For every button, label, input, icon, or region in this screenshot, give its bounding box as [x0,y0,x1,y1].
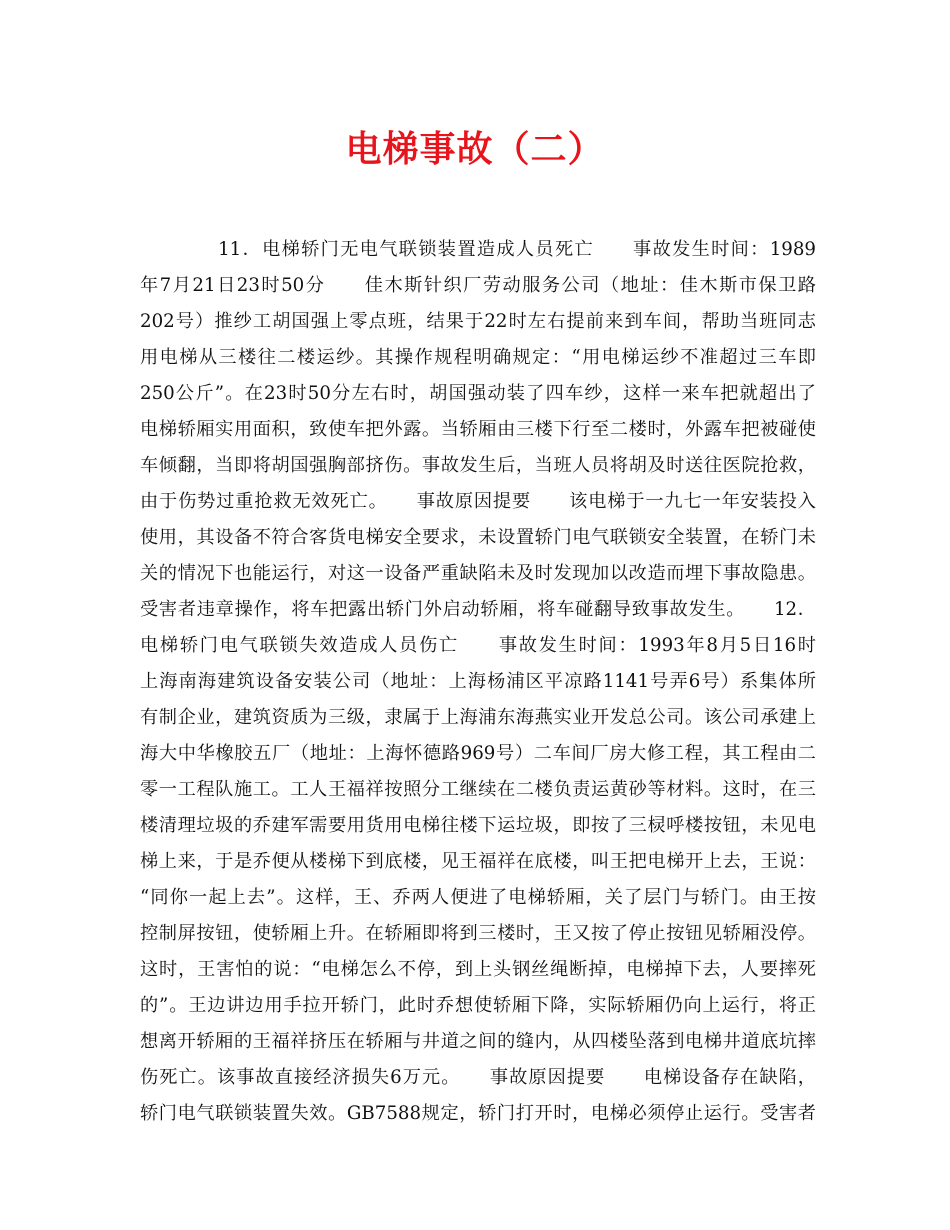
body-line: 11．电梯轿门无电气联锁装置造成人员死亡 事故发生时间：1989 [140,239,816,260]
body-line: “同你一起上去”。这样，王、乔两人便进了电梯轿厢，关了层门与轿门。由王按 [140,887,816,908]
body-line: 电梯轿门电气联锁失效造成人员伤亡 事故发生时间：1993年8月5日16时 [140,635,816,656]
body-line: 梯上来，于是乔便从楼梯下到底楼，见王福祥在底楼，叫王把电梯开上去，王说： [140,851,816,872]
body-line: 楼清理垃圾的乔建军需要用货用电梯往楼下运垃圾，即按了三棂呼楼按钮，未见电 [140,815,816,836]
body-line: 控制屏按钮，使轿厢上升。在轿厢即将到三楼时，王又按了停止按钮见轿厢没停。 [140,923,816,944]
body-line: 伤死亡。该事故直接经济损失6万元。 事故原因提要 电梯设备存在缺陷， [140,1067,816,1088]
body-line: 有制企业，建筑资质为三级，隶属于上海浦东海燕实业开发总公司。该公司承建上 [140,707,816,728]
body-line: 由于伤势过重抢救无效死亡。 事故原因提要 该电梯于一九七一年安装投入 [140,491,816,512]
body-line: 用电梯从三楼往二楼运纱。其操作规程明确规定：“用电梯运纱不准超过三车即 [140,347,816,368]
body-line: 轿门电气联锁装置失效。GB7588规定，轿门打开时，电梯必须停止运行。受害者 [140,1103,816,1124]
body-line: 250公斤”。在23时50分左右时，胡国强动装了四车纱，这样一来车把就超出了 [140,383,816,404]
body-line: 电梯轿厢实用面积，致使车把外露。当轿厢由三楼下行至二楼时，外露车把被碰使 [140,419,816,440]
body-line: 202号）推纱工胡国强上零点班，结果于22时左右提前来到车间，帮助当班同志 [140,311,816,332]
body-line: 年7月21日23时50分 佳木斯针织厂劳动服务公司（地址：佳木斯市保卫路 [140,275,816,296]
body-line: 海大中华橡胶五厂（地址：上海怀德路969号）二车间厂房大修工程，其工程由二 [140,743,816,764]
body-line: 的”。王边讲边用手拉开轿门，此时乔想使轿厢下降，实际轿厢仍向上运行，将正 [140,995,816,1016]
body-line: 关的情况下也能运行，对这一设备严重缺陷未及时发现加以改造而埋下事故隐患。 [140,563,816,584]
document-body [140,232,816,1132]
body-line: 使用，其设备不符合客货电梯安全要求，未设置轿门电气联锁安全装置，在轿门未 [140,527,816,548]
body-line: 这时，王害怕的说：“电梯怎么不停，到上头钢丝绳断掉，电梯掉下去，人要摔死 [140,959,816,980]
document-title: 电梯事故（二） [345,128,605,170]
body-line: 想离开轿厢的王福祥挤压在轿厢与井道之间的缝内，从四楼坠落到电梯井道底坑摔 [140,1031,816,1052]
body-line: 零一工程队施工。工人王福祥按照分工继续在二楼负责运黄砂等材料。这时，在三 [140,779,816,800]
body-line: 上海南海建筑设备安装公司（地址：上海杨浦区平凉路1141号弄6号）系集体所 [140,671,816,692]
body-line: 受害者违章操作，将车把露出轿门外启动轿厢，将车碰翻导致事故发生。 12． [140,599,816,620]
body-line: 车倾翻，当即将胡国强胸部挤伤。事故发生后，当班人员将胡及时送往医院抢救， [140,455,816,476]
